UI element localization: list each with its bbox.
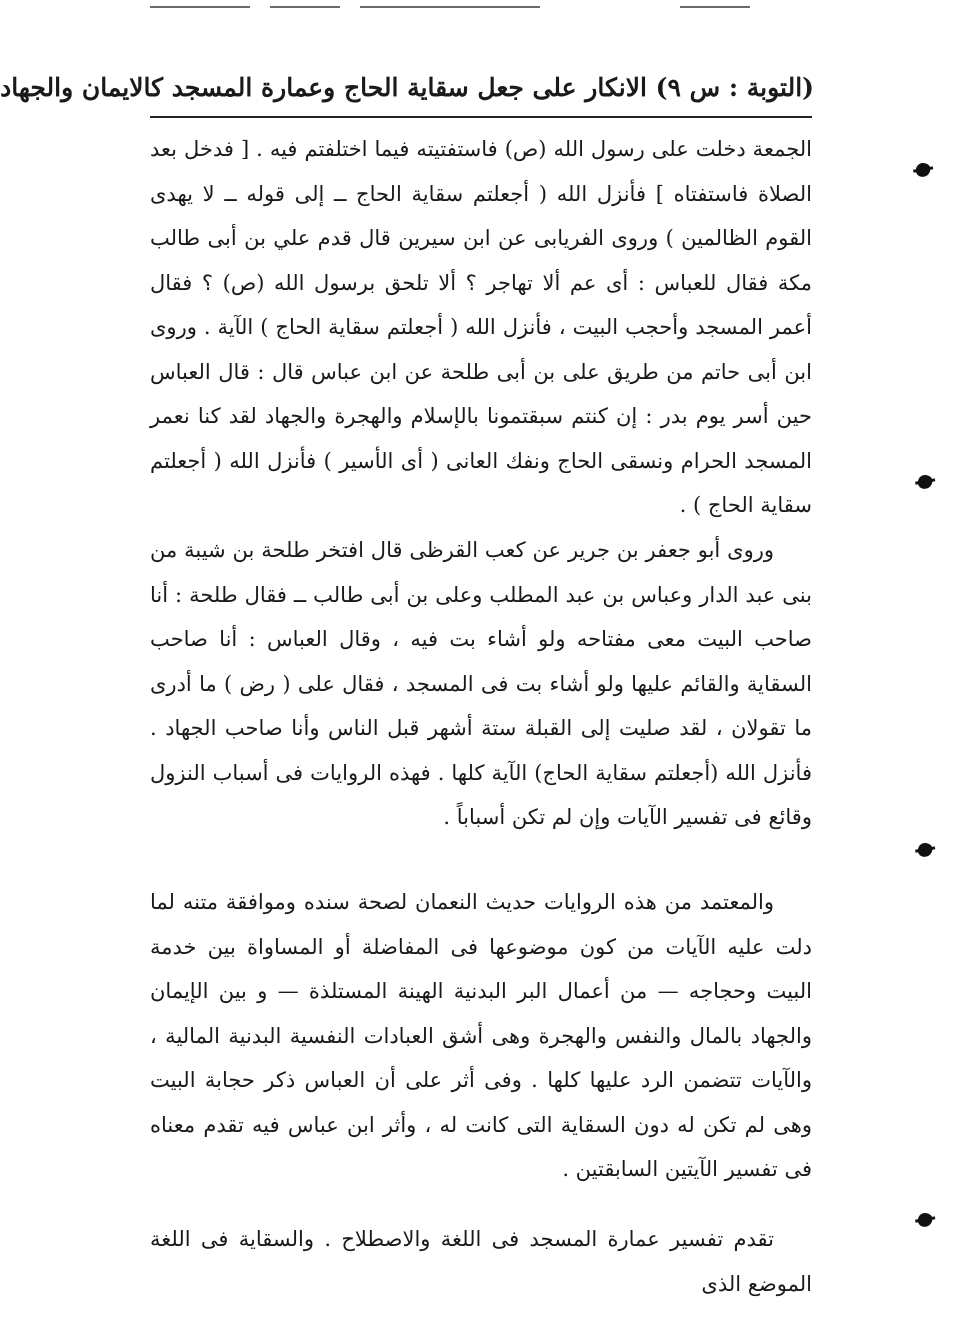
paragraph-4 bbox=[150, 1217, 812, 1306]
paragraph-1 bbox=[150, 127, 812, 528]
scan-edge-line bbox=[270, 6, 340, 8]
scan-edge-line bbox=[150, 6, 250, 8]
margin-asterisk-icon bbox=[916, 841, 934, 859]
paragraph-3 bbox=[150, 880, 812, 1192]
running-header bbox=[0, 64, 814, 110]
paragraph-2 bbox=[150, 528, 812, 840]
body-paragraph: وروى أبو جعفر بن جرير عن كعب القرظى قال افتخر طلحة بن شيبة من بنى عبد الدار وعباس بن عبد المطلب وعلى بن أبى طالب ــ فقال طلحة : أنا صاحب البيت معى مفتاحه ولو أشاء بت فيه ، وقال العباس : أنا صاحب السقاية والقائم عليها ولو أشاء بت فى المسجد ، فقال على ( رض ) ما أدرى ما تقولان ، لقد صليت إلى القبلة ستة أشهر قبل الناس وأنا صاحب الجهاد . فأنزل الله (أجعلتم سقاية الحاج) الآية كلها . فهذه الروايات فى أسباب النزول وقائع فى تفسير الآيات وإن لم تكن أسباباً . bbox=[150, 538, 812, 829]
body-paragraph: تقدم تفسير عمارة المسجد فى اللغة والاصطلاح . والسقاية فى اللغة الموضع الذى bbox=[150, 1227, 812, 1296]
header-title: (التوبة : س ٩) الانكار على جعل سقاية الحاج وعمارة المسجد كالايمان والجهاد bbox=[0, 73, 814, 102]
header-rule bbox=[150, 116, 812, 118]
body-paragraph: والمعتمد من هذه الروايات حديث النعمان لصحة سنده وموافقة متنه لما دلت عليه الآيات من كون موضوعها فى المفاضلة أو المساواة بين خدمة البيت وحجاجه — من أعمال البر البدنية الهينة المستلذة — و بين الإيمان والجهاد بالمال والنفس والهجرة وهى أشق العبادات النفسية البدنية المالية ، والآيات تتضمن الرد عليها كلها . وفى أثر على أن العباس ذكر حجابة البيت وهى لم تكن له دون السقاية التى كانت له ، وأثر ابن عباس فيه تقدم معناه فى تفسير الآيتين السابقتين . bbox=[150, 890, 812, 1181]
margin-asterisk-icon bbox=[916, 473, 934, 491]
margin-asterisk-icon bbox=[916, 1211, 934, 1229]
body-paragraph: الجمعة دخلت على رسول الله (ص) فاستفتيته فيما اختلفتم فيه . [ فدخل بعد الصلاة فاستفتاه ] فأنزل الله ( أجعلتم سقاية الحاج ــ إلى قوله ــ لا يهدى القوم الظالمين ) وروى الفريابى عن ابن سيرين قال قدم علي بن أبى طالب مكة فقال للعباس : أى عم ألا تهاجر ؟ ألا تلحق برسول الله (ص) ؟ فقال أعمر المسجد وأحجب البيت ، فأنزل الله ( أجعلتم سقاية الحاج ) الآية . وروى ابن أبى حاتم من طريق على بن أبى طلحة عن ابن عباس قال : قال العباس حين أسر يوم بدر : إن كنتم سبقتمونا بالإسلام والهجرة والجهاد لقد كنا نعمر المسجد الحرام ونسقى الحاج ونفك العانى ( أى الأسير ) فأنزل الله ( أجعلتم سقاية الحاج ) . bbox=[150, 137, 812, 517]
margin-asterisk-icon bbox=[914, 161, 932, 179]
scan-edge-line bbox=[680, 6, 750, 8]
scan-edge-line bbox=[360, 6, 540, 8]
